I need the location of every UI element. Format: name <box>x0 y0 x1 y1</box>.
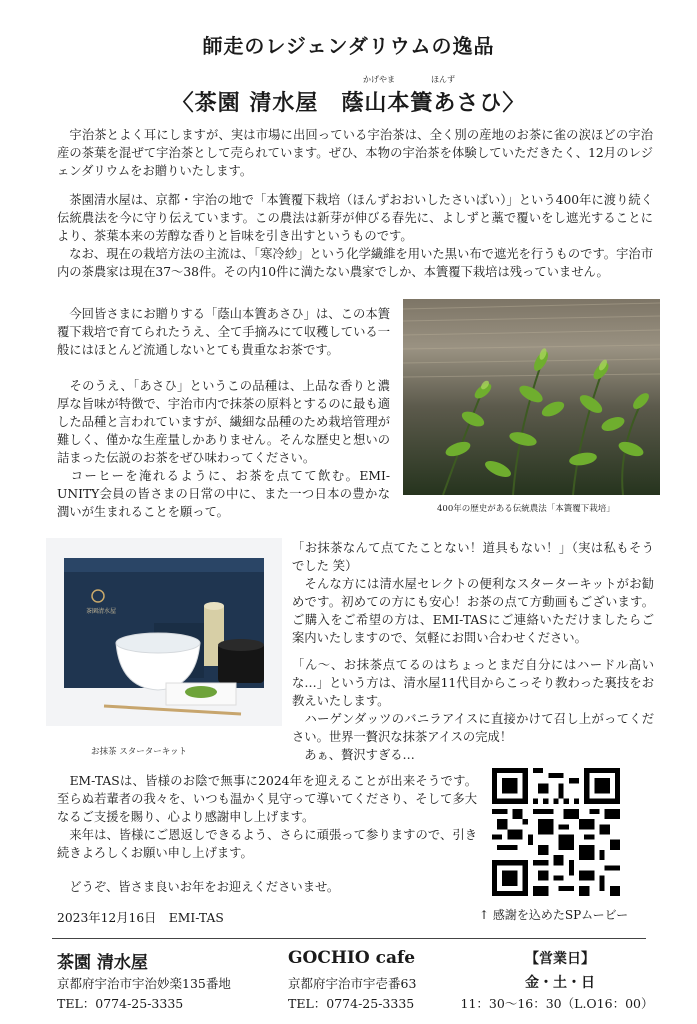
closing-paragraph-1: EM-TASは、皆様のお陰で無事に2024年を迎えることが出来そうです。至らぬ若輩者の我々を、いつも温かく見守って導いてくださり、そして多大なるご支援を賜り、心より感謝申し上げます。 <box>57 774 477 824</box>
kit-photo-caption: お抹茶 スターターキット <box>91 747 188 757</box>
date-signature: 2023年12月16日 EMI-TAS <box>57 911 224 925</box>
hours-heading: 【営業日】 <box>525 951 595 967</box>
tea-photo-caption: 400年の歴史がある伝統農法「本簀覆下栽培」 <box>437 504 615 514</box>
closing-paragraph-3: どうぞ、皆さま良いお年をお迎えくださいませ。 <box>57 880 340 894</box>
closing-paragraph-2: 来年は、皆様にご恩返しできるよう、さらに頑張って参りますので、引き続きよろしくお願い申し上げます。 <box>57 828 477 860</box>
tea-leaves-illustration <box>403 299 660 495</box>
intro-paragraph-3: なお、現在の栽培方法の主流は、「寒冷紗」という化学繊維を用いた黒い布で遮光を行うものです。宇治市内の茶農家は現在37～38件。その内10件に満たない農家でしか、本簀覆下栽培は残っていません。 <box>57 247 653 279</box>
intro-paragraph-1: 宇治茶とよく耳にしますが、実は市場に出回っている宇治茶は、全く別の産地のお茶に雀の涙ほどの宇治産の茶葉を混ぜて宇治茶として売られています。ぜひ、本物の宇治茶を体験していただきたく、12月のレジェンダリウムをお贈りいたします。 <box>57 128 653 178</box>
qr-code[interactable] <box>492 768 620 896</box>
shop1-tel: TEL：0774-25-3335 <box>57 996 184 1011</box>
right-paragraph-5: あぁ、贅沢すぎる… <box>292 748 415 762</box>
shop2-name: GOCHIO cafe <box>288 948 416 968</box>
starter-kit-illustration <box>46 538 282 726</box>
right-paragraph-2: そんな方には清水屋セレクトの便利なスターターキットがお勧めです。初めての方にも安心！お茶の点て方動画もございます。ご購入をご希望の方は、EMI-TASにご連絡いただけましたらご案内いたしますので、気軽にお問い合わせください。 <box>292 577 654 645</box>
page-title: 師走のレジェンダリウムの逸品 <box>202 34 495 58</box>
shop1-name: 茶園 清水屋 <box>57 953 148 973</box>
qr-code-icon <box>492 768 620 896</box>
shop2-tel: TEL：0774-25-3335 <box>288 996 415 1011</box>
left-paragraph-1: 今回皆さまにお贈りする「蔭山本簀あさひ」は、この本簀覆下栽培で育てられたうえ、全て手摘みにて収穫している一般にはほとんど流通しないとても貴重なお茶です。 <box>57 307 390 357</box>
right-paragraph-1: 「お抹茶なんて点てたことない！道具もない！」（実は私もそうでした 笑） <box>292 541 654 573</box>
kit-box-label: 茶園清水屋 <box>86 608 117 615</box>
qr-caption: ↑ 感謝を込めたSPムービー <box>479 908 629 922</box>
footer-divider <box>52 938 646 939</box>
left-paragraph-3: コーヒーを淹れるように、お茶を点てて飲む。EMI-UNITY会員の皆さまの日常の中に、また一つ日本の豊かな潤いが生まれることを願って。 <box>57 469 390 519</box>
right-paragraph-3: 「ん～、お抹茶点てるのはちょっとまだ自分にはハードル高いな…」という方は、清水屋11代目からこっそり教わった裏技をお教えいたします。 <box>292 658 654 708</box>
intro-paragraph-2: 茶園清水屋は、京都・宇治の地で「本簀覆下栽培（ほんずおおいしたさいばい）」という400年に渡り続く伝統農法を今に守り伝えています。この農法は新芽が伸びる春先に、よしずと藁で覆いをし遮光することにより、茶葉本来の芳醇な香りと旨味を引き出すというものです。 <box>57 193 653 243</box>
left-paragraph-2: そのうえ、「あさひ」というこの品種は、上品な香りと濃厚な旨味が特徴で、宇治市内で抹茶の原料とするのに最も適した品種と言われていますが、繊細な品種のため栽培管理が難しく、僅かな生産量しかありません。そんな歴史と想いの詰まった伝説のお茶をぜひ味わってください。 <box>57 379 390 465</box>
ruby-kageyama: かげやま <box>363 75 395 84</box>
page-subtitle: 〈茶園 清水屋 蔭山本簀あさひ〉 <box>171 90 526 116</box>
starter-kit-photo <box>46 538 282 726</box>
right-paragraph-4: ハーゲンダッツのバニラアイスに直接かけて召し上がってください。世界一贅沢な抹茶アイスの完成！ <box>292 712 654 744</box>
hours-time: 11：30～16：30（L.O16：00） <box>460 996 654 1011</box>
shop2-address: 京都府宇治市宇壱番63 <box>288 976 417 991</box>
shop1-address: 京都府宇治市宇治妙楽135番地 <box>57 976 231 991</box>
tea-field-photo <box>403 299 660 495</box>
hours-days: 金・土・日 <box>525 975 595 991</box>
ruby-honzu: ほんず <box>431 75 455 84</box>
